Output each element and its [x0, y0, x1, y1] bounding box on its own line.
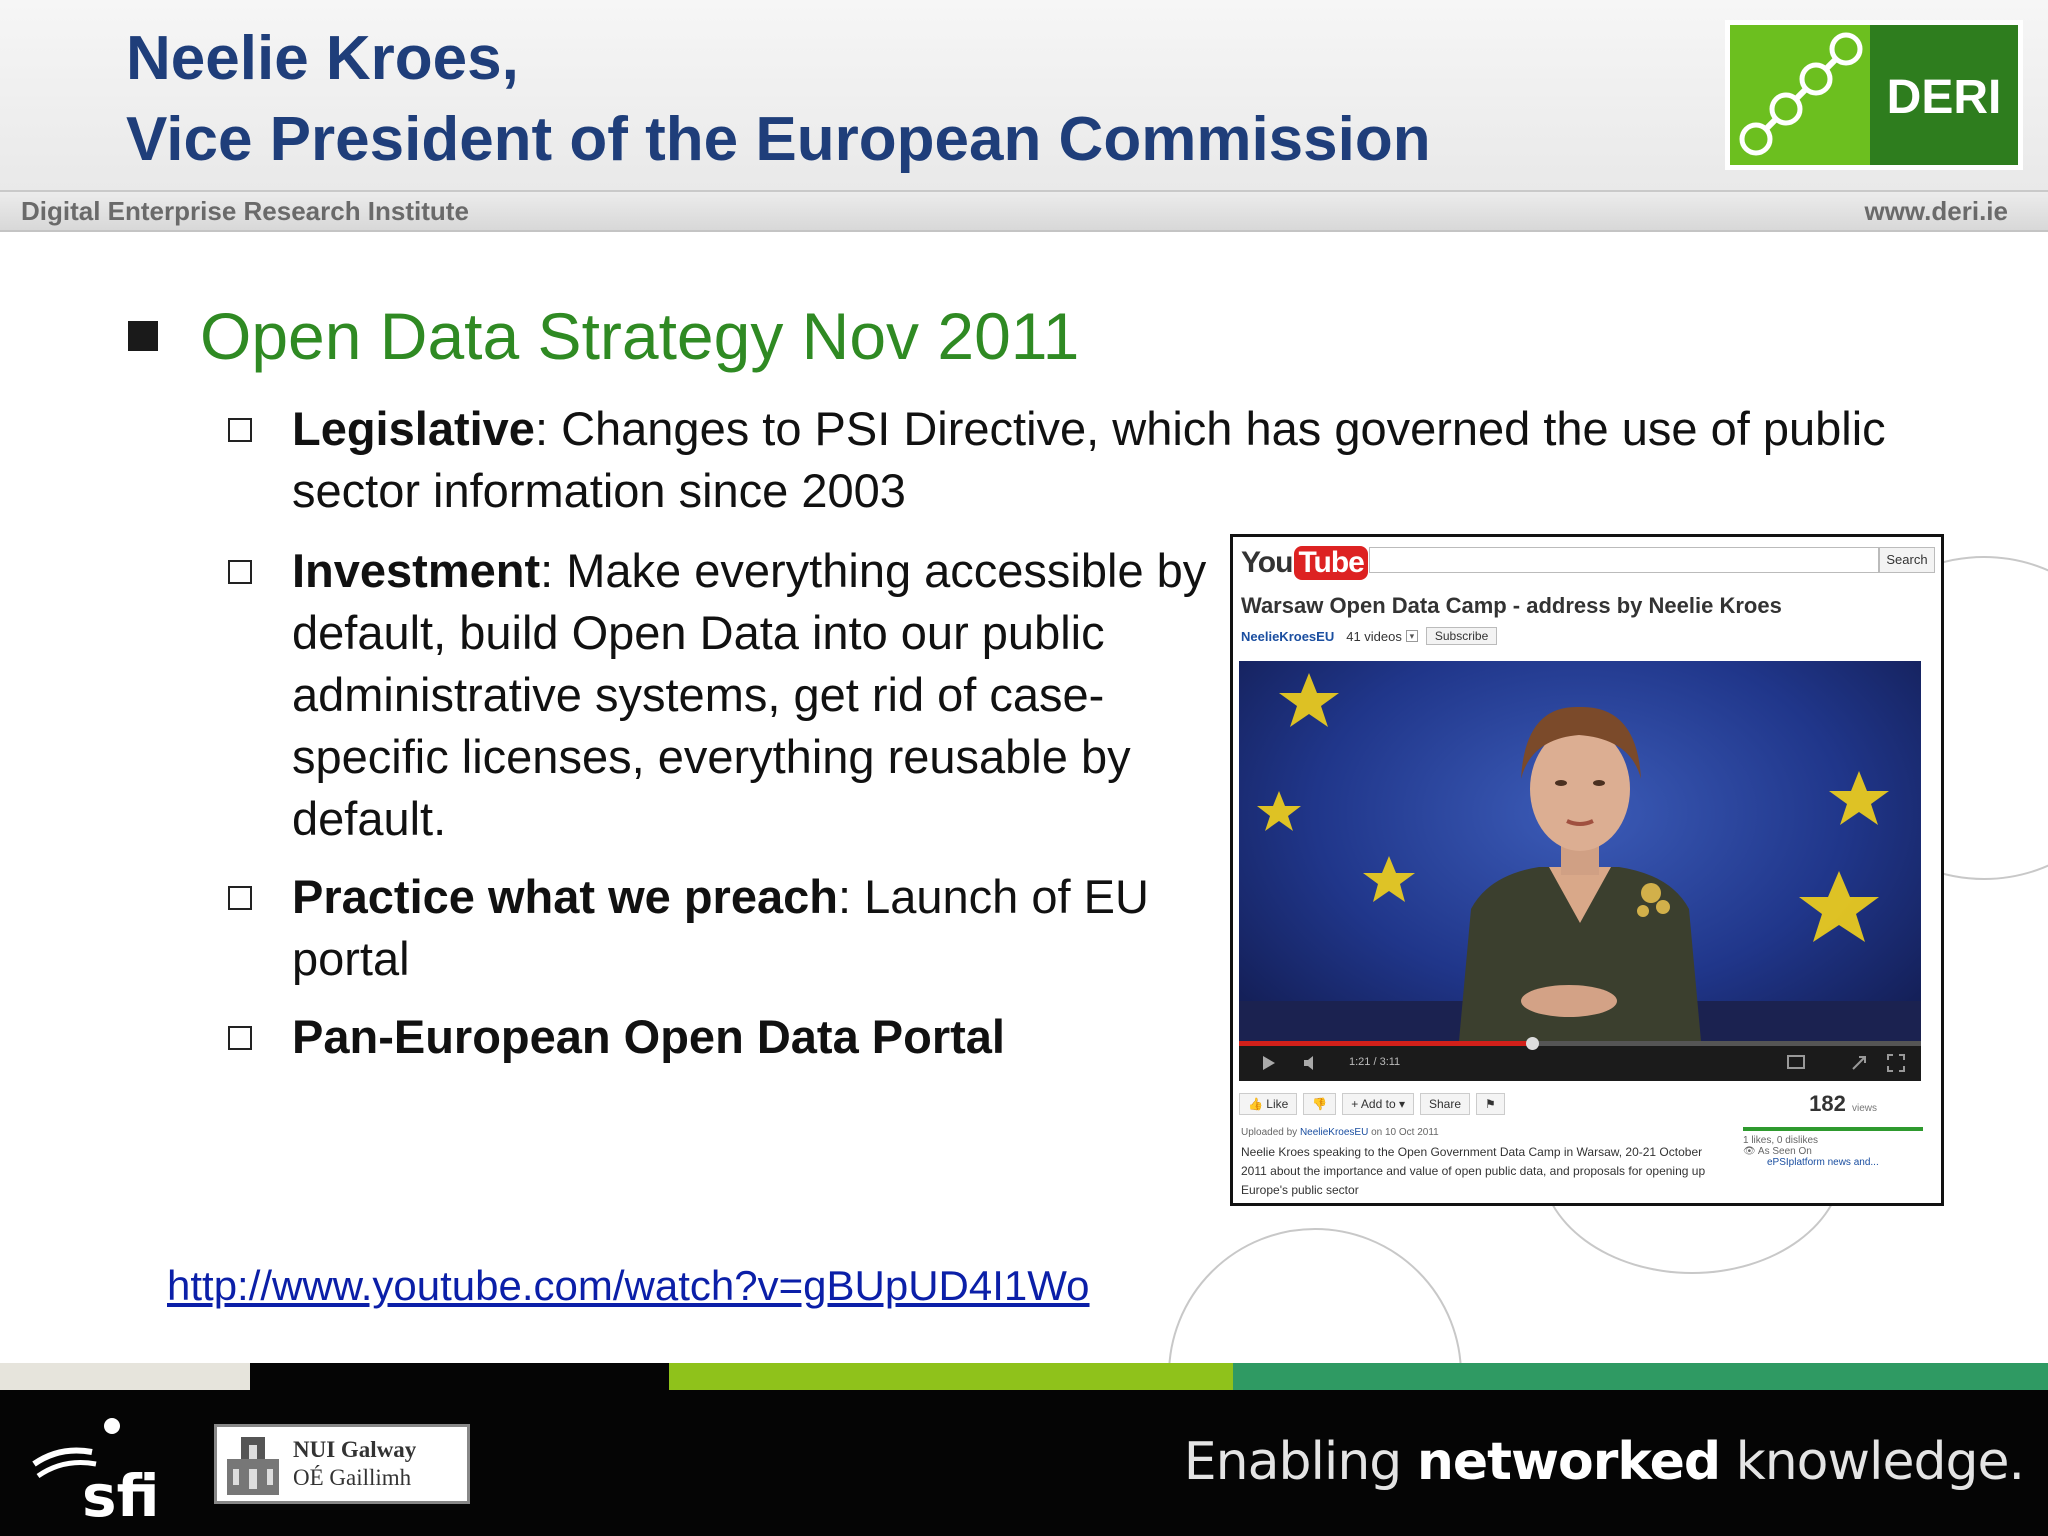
youtube-progress-knob[interactable]: [1526, 1037, 1539, 1050]
footer-stripe-gray: [0, 1363, 250, 1390]
like-ratio-bar: [1743, 1127, 1923, 1131]
volume-icon[interactable]: [1303, 1055, 1321, 1071]
as-seen-on: 👁 As Seen On: [1743, 1146, 1812, 1157]
institute-name: Digital Enterprise Research Institute: [21, 196, 469, 226]
youtube-action-bar: [1239, 1089, 1921, 1119]
nui-galway-text: [293, 1436, 416, 1492]
dislike-button[interactable]: 👎: [1303, 1093, 1336, 1115]
bullet-outline-icon: [228, 418, 252, 442]
youtube-channel-row: [1241, 627, 1497, 645]
uploaded-prefix: Uploaded by: [1241, 1127, 1298, 1138]
youtube-search-button[interactable]: Search: [1879, 547, 1935, 573]
youtube-screenshot: [1230, 534, 1944, 1206]
bullet-outline-icon: [228, 1026, 252, 1050]
add-to-button[interactable]: + Add to ▾: [1342, 1093, 1414, 1115]
youtube-search-input[interactable]: [1369, 547, 1879, 573]
sub-bullet-text: [292, 1006, 1005, 1068]
tagline-bold: networked: [1416, 1432, 1721, 1492]
youtube-channel-link[interactable]: NeelieKroesEU: [1241, 628, 1335, 644]
footer-tagline: [1184, 1432, 2024, 1492]
slide-title: [126, 18, 1431, 180]
captions-icon[interactable]: [1787, 1055, 1805, 1069]
youtube-player-controls: [1239, 1041, 1921, 1081]
seen-on-link[interactable]: ePSIplatform news and...: [1767, 1157, 1879, 1168]
sub-bullet-term: Investment: [292, 544, 541, 597]
subheader-bar: [0, 190, 2048, 232]
sub-bullet-text: [292, 866, 1172, 990]
bullet-outline-icon: [228, 560, 252, 584]
youtube-view-count: [1809, 1091, 1877, 1117]
website-url: www.deri.ie: [1864, 196, 2008, 226]
uploader-link[interactable]: NeelieKroesEU: [1299, 1127, 1369, 1138]
tagline-start: Enabling: [1183, 1432, 1417, 1492]
sub-bullet-legislative: [228, 398, 1928, 522]
chevron-down-icon[interactable]: ▾: [1406, 630, 1418, 642]
title-line-2: Vice President of the European Commission: [126, 105, 1431, 174]
sfi-logo-text: sfi: [82, 1462, 160, 1522]
nui-line-2: OÉ Gaillimh: [293, 1465, 412, 1490]
nui-line-1: NUI Galway: [293, 1437, 417, 1462]
youtube-video-count: 41 videos: [1346, 628, 1402, 644]
main-bullet: [128, 296, 1079, 376]
youtube-logo-you: You: [1241, 546, 1293, 579]
bullet-square-icon: [128, 321, 158, 351]
youtube-logo-tube: Tube: [1294, 546, 1367, 580]
sub-bullet-term: Legislative: [292, 402, 535, 455]
bullet-outline-icon: [228, 886, 252, 910]
youtube-stats-panel: [1743, 1127, 1923, 1168]
sub-bullet-body: : Changes to PSI Directive, which has governed the use of public sector information since 2003: [292, 402, 1886, 517]
sub-bullet-text: [292, 398, 1928, 522]
share-button[interactable]: Share: [1420, 1093, 1470, 1115]
title-line-1: Neelie Kroes,: [126, 24, 519, 93]
sub-bullet-term: Practice what we preach: [292, 870, 838, 923]
youtube-progress-track[interactable]: [1239, 1041, 1921, 1046]
likes-dislikes: 1 likes, 0 dislikes: [1743, 1135, 1819, 1146]
youtube-time-display: 1:21 / 3:11: [1349, 1056, 1401, 1068]
youtube-logo: [1241, 543, 1368, 583]
video-frame: [1239, 661, 1921, 1041]
footer-stripe-black: [250, 1363, 669, 1390]
footer-stripe-lightgreen: [669, 1363, 1233, 1390]
youtube-description: Neelie Kroes speaking to the Open Government Data Camp in Warsaw, 20-21 October 2011 about the importance and value of open public data, and proposals for opening up Europe's public sector: [1241, 1145, 1706, 1197]
main-heading: Open Data Strategy Nov 2011: [200, 299, 1080, 373]
slide-header: [0, 0, 2048, 190]
slide-footer: [0, 1390, 2048, 1536]
deri-logo: [1725, 20, 2023, 170]
view-count-label: views: [1851, 1103, 1877, 1114]
youtube-link[interactable]: http://www.youtube.com/watch?v=gBUpUD4I1Wo: [167, 1262, 1090, 1309]
as-seen-on-label: As Seen On: [1757, 1146, 1812, 1157]
sub-bullet-term: Pan-European Open Data Portal: [292, 1010, 1005, 1063]
sub-bullet-body: : Make everything accessible by default, build Open Data into our public administrative systems, get rid of case-specific licenses, everything reusable by default.: [292, 544, 1207, 845]
flag-icon[interactable]: ⚑: [1476, 1093, 1505, 1115]
like-label: Like: [1266, 1097, 1289, 1111]
like-button[interactable]: 👍 Like: [1239, 1093, 1297, 1115]
youtube-subscribe-button[interactable]: Subscribe: [1426, 627, 1497, 645]
youtube-progress-fill: [1239, 1041, 1532, 1046]
tagline-end: knowledge.: [1720, 1432, 2024, 1492]
deri-logo-text: DERI: [1886, 71, 2002, 124]
youtube-video-player[interactable]: [1239, 661, 1921, 1041]
sub-bullet-practice: [228, 866, 1208, 990]
nui-galway-logo: [214, 1424, 470, 1504]
sfi-logo: [30, 1412, 160, 1522]
sub-bullet-investment: [228, 540, 1208, 850]
sub-bullet-body: : Launch of EU portal: [292, 870, 1149, 985]
footer-stripe-green: [1233, 1363, 2048, 1390]
play-icon[interactable]: [1261, 1055, 1277, 1071]
sub-bullet-portal: [228, 1006, 1208, 1068]
uploaded-date: on 10 Oct 2011: [1371, 1127, 1439, 1138]
add-to-label: + Add to: [1351, 1097, 1396, 1111]
youtube-video-title: Warsaw Open Data Camp - address by Neelie Kroes: [1241, 593, 1782, 618]
popout-icon[interactable]: [1851, 1055, 1867, 1071]
youtube-uploaded-by: [1241, 1127, 1439, 1138]
view-count-value: 182: [1809, 1091, 1846, 1116]
nui-building-icon: [223, 1429, 283, 1499]
fullscreen-icon[interactable]: [1887, 1054, 1905, 1072]
sub-bullet-text: [292, 540, 1208, 850]
